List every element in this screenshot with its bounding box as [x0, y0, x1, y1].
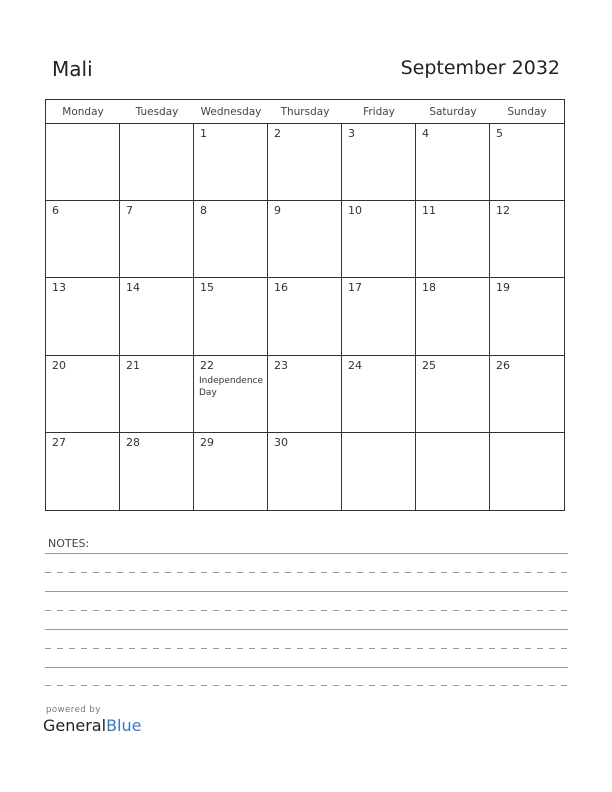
day-cell: [342, 433, 416, 510]
day-number: 23: [274, 358, 288, 372]
note-line: [45, 648, 568, 649]
day-cell: [342, 278, 416, 355]
weekday-header: Saturday: [416, 100, 490, 124]
country-title: Mali: [52, 57, 93, 81]
note-line: [45, 591, 568, 592]
day-number: 27: [52, 435, 66, 449]
weekday-header: Tuesday: [120, 100, 194, 124]
day-cell: [490, 124, 564, 201]
day-cell: [490, 278, 564, 355]
weekday-header: Wednesday: [194, 100, 268, 124]
month-title: September 2032: [400, 57, 560, 79]
day-cell: [46, 124, 120, 201]
day-cell: [120, 278, 194, 355]
weekday-header: Thursday: [268, 100, 342, 124]
day-cell: [46, 433, 120, 510]
day-number: 6: [52, 204, 59, 218]
day-number: 7: [126, 204, 133, 218]
day-number: 10: [348, 204, 362, 218]
day-cell: [120, 124, 194, 201]
day-number: 9: [274, 204, 281, 218]
day-cell: [268, 356, 342, 433]
day-number: 13: [52, 281, 66, 295]
day-cell: [194, 356, 268, 433]
note-line: [45, 610, 568, 611]
day-cell: [194, 124, 268, 201]
day-cell: [120, 433, 194, 510]
day-cell: [268, 278, 342, 355]
day-cell: [268, 124, 342, 201]
day-cell: [46, 356, 120, 433]
calendar-grid: [45, 99, 565, 511]
day-cell: [416, 433, 490, 510]
day-number: 24: [348, 358, 362, 372]
day-cell: [120, 201, 194, 278]
day-cell: [194, 278, 268, 355]
day-number: 17: [348, 281, 362, 295]
day-cell: [342, 124, 416, 201]
day-number: 22: [200, 358, 214, 372]
day-cell: [490, 201, 564, 278]
day-number: 16: [274, 281, 288, 295]
day-number: 5: [496, 127, 503, 140]
day-number: 26: [496, 358, 510, 372]
day-number: 20: [52, 358, 66, 372]
day-number: 18: [422, 281, 436, 295]
day-cell: [416, 356, 490, 433]
weekday-header: Friday: [342, 100, 416, 124]
day-number: 28: [126, 435, 140, 449]
day-cell: [194, 433, 268, 510]
day-cell: [268, 433, 342, 510]
note-line: [45, 572, 568, 573]
day-number: 29: [200, 435, 214, 449]
day-cell: [416, 201, 490, 278]
day-cell: [194, 201, 268, 278]
day-number: 3: [348, 127, 355, 140]
day-number: 30: [274, 435, 288, 449]
notes-label: NOTES:: [48, 537, 90, 550]
day-cell: [342, 201, 416, 278]
day-number: 19: [496, 281, 510, 295]
day-cell: [46, 278, 120, 355]
day-number: 11: [422, 204, 436, 218]
holiday-label: Independence Day: [199, 375, 264, 398]
note-line: [45, 667, 568, 668]
day-number: 25: [422, 358, 436, 372]
day-cell: [268, 201, 342, 278]
day-number: 8: [200, 204, 207, 218]
brand-blue: Blue: [106, 716, 142, 735]
day-number: 21: [126, 358, 140, 372]
note-line: [45, 629, 568, 630]
day-cell: [120, 356, 194, 433]
note-line: [45, 685, 568, 686]
note-line: [45, 553, 568, 554]
day-number: 14: [126, 281, 140, 295]
day-number: 12: [496, 204, 510, 218]
day-cell: [416, 278, 490, 355]
powered-by-text: powered by: [46, 705, 101, 715]
brand-general: General: [43, 716, 107, 735]
generalblue-logo: [43, 716, 141, 735]
day-number: 2: [274, 127, 281, 140]
day-cell: [342, 356, 416, 433]
weekday-header: Sunday: [490, 100, 564, 124]
day-number: 1: [200, 127, 207, 140]
day-cell: [46, 201, 120, 278]
weekday-header: Monday: [46, 100, 120, 124]
day-cell: [490, 356, 564, 433]
day-cell: [416, 124, 490, 201]
day-cell: [490, 433, 564, 510]
day-number: 4: [422, 127, 429, 140]
day-number: 15: [200, 281, 214, 295]
